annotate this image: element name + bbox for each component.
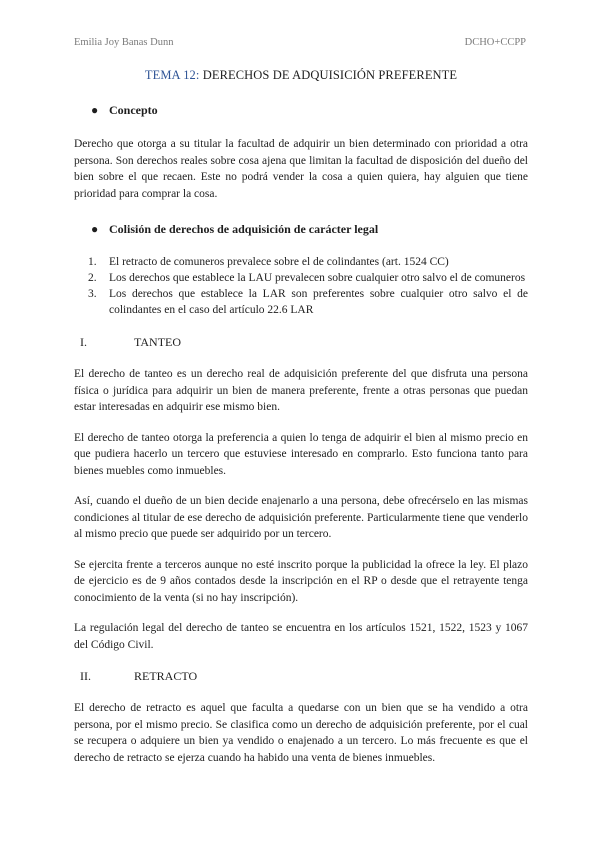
document-body <box>74 68 528 766</box>
list-text: Los derechos que establece la LAR son preferentes sobre cualquier otro salvo el de colindantes en el caso del artículo 22.6 LAR <box>109 288 528 316</box>
list-text: El retracto de comuneros prevalece sobre el de colindantes (art. 1524 CC) <box>109 256 449 268</box>
tanteo-heading <box>74 335 528 350</box>
retracto-paragraph-1: El derecho de retracto es aquel que faculta a quedarse con un bien que se ha vendido a otra persona, por el mismo precio. Se clasifica como un derecho de adquisición preferente, por el cual se recupera o adquiere un bien ya vendido o enajenado a un tercero. Lo más frecuente es que el derecho de retracto se ejerza cuando ha habido una venta de bienes inmuebles. <box>74 702 528 764</box>
section-title: TANTEO <box>134 335 182 349</box>
concepto-heading-text: Concepto <box>109 103 158 117</box>
tanteo-paragraph-3: Así, cuando el dueño de un bien decide enajenarlo a una persona, debe ofrecérselo en las mismas condiciones al titular de ese derecho de adquisición preferente. Particularmente tiene que venderlo al mismo precio que puede ser adquirido por un tercero. <box>74 495 528 540</box>
list-item <box>74 254 528 270</box>
tanteo-paragraph-5: La regulación legal del derecho de tanteo se encuentra en los artículos 1521, 1522, 1523 y 1067 del Código Civil. <box>74 622 528 651</box>
list-item <box>74 286 528 318</box>
concepto-paragraph: Derecho que otorga a su titular la facultad de adquirir un bien determinado con prioridad a otra persona. Son derechos reales sobre cosa ajena que limitan la facultad de disposición del dueño del bien sobre el que recaen. Este no podrá vender la cosa a quien quiera, hay alguien que tiene prioridad para comprar la cosa. <box>74 138 528 200</box>
bullet-icon: ● <box>91 222 99 236</box>
list-number: 3. <box>88 288 97 300</box>
header-author: Emilia Joy Banas Dunn <box>74 37 174 48</box>
colision-heading-text: Colisión de derechos de adquisición de carácter legal <box>109 222 379 236</box>
header-course: DCHO+CCPP <box>464 37 526 48</box>
list-number: 1. <box>88 256 97 268</box>
tanteo-paragraph-4: Se ejercita frente a terceros aunque no esté inscrito porque la publicidad la ofrece la ley. El plazo de ejercicio es de 9 años contados desde la inscripción en el RP o desde que el retrayente tenga conocimiento de la venta (si no hay inscripción). <box>74 558 528 604</box>
page-title <box>74 68 528 83</box>
tanteo-paragraph-1: El derecho de tanteo es un derecho real de adquisición preferente del que disfruta una persona física o jurídica para adquirir un bien de manera preferente, frente a otras personas que puedan estar interesadas en adquirir ese mismo bien. <box>74 368 528 413</box>
colision-list <box>74 254 528 318</box>
concepto-heading <box>74 103 528 118</box>
list-number: 2. <box>88 272 97 284</box>
colision-heading <box>74 222 528 237</box>
list-item <box>74 270 528 286</box>
bullet-icon: ● <box>91 103 99 117</box>
section-numeral: II. <box>80 669 91 683</box>
section-numeral: I. <box>80 335 87 349</box>
list-text: Los derechos que establece la LAU prevalecen sobre cualquier otro salvo el de comuneros <box>109 272 526 284</box>
section-title: RETRACTO <box>134 669 198 683</box>
retracto-heading <box>74 669 528 684</box>
title-number: TEMA 12: <box>144 68 200 82</box>
tanteo-paragraph-2: El derecho de tanteo otorga la preferencia a quien lo tenga de adquirir el bien al mismo precio en que pudiera hacerlo un tercero que estuviese interesado en comprarlo. Esto funciona tanto para bienes muebles como inmuebles. <box>74 431 528 477</box>
title-text: DERECHOS DE ADQUISICIÓN PREFERENTE <box>202 68 458 82</box>
